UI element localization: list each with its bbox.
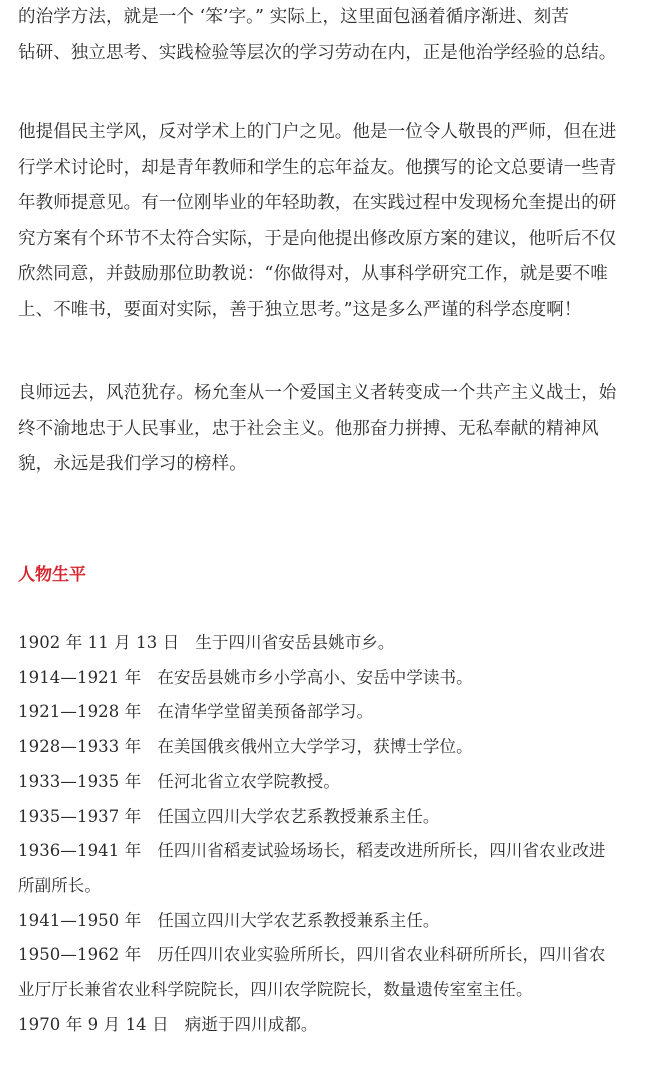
timeline-text: 任国立四川大学农艺系教授兼系主任。 [157, 910, 440, 930]
timeline-item [18, 695, 634, 730]
paragraph-line: 行学术讨论时，却是青年教师和学生的忘年益友。他撰写的论文总要请一些青 [18, 157, 617, 178]
timeline-date: 1902 年 11 月 13 日 [18, 633, 180, 652]
timeline-date: 1970 年 9 月 14 日 [18, 1014, 169, 1034]
timeline-date: 1935—1937 年 [18, 806, 142, 826]
paragraph-study-method [18, 0, 634, 71]
timeline-text: 历任四川农业实验所所长，四川省农业科研所所长，四川省农 [157, 945, 606, 965]
timeline-date: 1914—1921 年 [18, 667, 142, 687]
paragraph-line: 年教师提意见。有一位刚毕业的年轻助教，在实践过程中发现杨允奎提出的研 [18, 193, 617, 213]
timeline-text: 在清华学堂留美预备部学习。 [157, 702, 374, 722]
timeline-text: 在美国俄亥俄州立大学学习，获博士学位。 [157, 737, 473, 757]
timeline-item [18, 661, 634, 696]
timeline-item [18, 938, 634, 1007]
paragraph-line: 上、不唯书，要面对实际，善于独立思考。”这是多么严谨的科学态度啊！ [18, 299, 582, 320]
timeline-text: 任河北省立农学院教授。 [157, 771, 340, 791]
section-title-biography: 人物生平 [18, 565, 86, 585]
timeline-date: 1928—1933 年 [18, 737, 142, 757]
timeline-item [18, 800, 634, 835]
paragraph-line: 的治学方法，就是一个 ‘笨’字。” 实际上，这里面包涵着循序渐进、刻苦 [18, 7, 569, 27]
timeline-text: 任国立四川大学农艺系教授兼系主任。 [157, 806, 440, 826]
timeline-item [18, 834, 634, 903]
timeline-text-continued: 业厅厅长兼省农业科学院院长，四川农学院院长，数量遗传室室主任。 [18, 980, 533, 1000]
timeline-date: 1921—1928 年 [18, 702, 142, 722]
paragraph-line: 貌，永远是我们学习的榜样。 [18, 454, 247, 474]
paragraph-line: 良师远去，风范犹存。杨允奎从一个爱国主义者转变成一个共产主义战士，始 [18, 383, 617, 403]
paragraph-academic-style [18, 115, 634, 328]
paragraph-line: 欣然同意，并鼓励那位助教说：“你做得对，从事科学研究工作，就是要不唯 [18, 264, 608, 284]
paragraph-line: 他提倡民主学风，反对学术上的门户之见。他是一位令人敬畏的严师，但在进 [18, 122, 617, 142]
paragraph-line: 钻研、独立思考、实践检验等层次的学习劳动在内，正是他治学经验的总结。 [18, 42, 617, 63]
timeline-item [18, 765, 634, 800]
timeline-date: 1950—1962 年 [18, 945, 142, 965]
paragraph-line: 究方案有个环节不太符合实际，于是向他提出修改原方案的建议，他听后不仅 [18, 228, 617, 249]
timeline-date: 1941—1950 年 [18, 910, 142, 930]
timeline-text: 生于四川省安岳县姚市乡。 [195, 633, 395, 652]
timeline-text: 病逝于四川成都。 [184, 1014, 318, 1034]
biography-timeline [18, 626, 634, 1042]
timeline-date: 1933—1935 年 [18, 771, 142, 791]
timeline-text: 任四川省稻麦试验场场长，稻麦改进所所长，四川省农业改进 [157, 841, 606, 861]
paragraph-line: 终不渝地忠于人民事业，忠于社会主义。他那奋力拼搏、无私奉献的精神风 [18, 418, 599, 439]
timeline-date: 1936—1941 年 [18, 841, 142, 861]
timeline-item [18, 904, 634, 939]
timeline-item [18, 626, 634, 661]
timeline-text: 在安岳县姚市乡小学高小、安岳中学读书。 [157, 667, 473, 687]
timeline-text-continued: 所副所长。 [18, 875, 101, 895]
paragraph-legacy [18, 376, 634, 483]
timeline-item [18, 730, 634, 765]
timeline-item [18, 1008, 634, 1043]
